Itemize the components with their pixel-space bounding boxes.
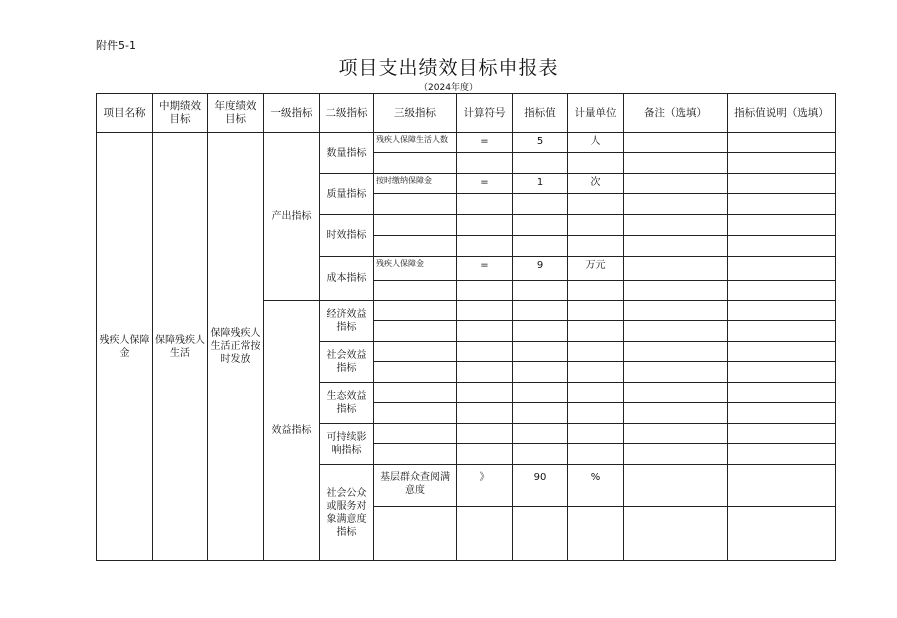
empty-cell — [513, 341, 568, 361]
empty-cell — [568, 383, 624, 403]
empty-cell — [568, 341, 624, 361]
header-level3: 三级指标 — [374, 94, 457, 133]
empty-cell — [374, 424, 457, 444]
quality-symbol-cell: = — [457, 174, 513, 194]
empty-cell — [728, 424, 836, 444]
empty-cell — [513, 153, 568, 174]
satisfaction-unit-cell: % — [568, 465, 624, 506]
level1-benefit-cell: 效益指标 — [264, 300, 320, 560]
header-annual: 年度绩效目标 — [208, 94, 264, 133]
empty-cell — [624, 362, 728, 383]
empty-cell — [624, 424, 728, 444]
header-desc: 指标值说明（选填） — [728, 94, 836, 133]
empty-cell — [513, 444, 568, 465]
empty-cell — [568, 194, 624, 215]
quantity-unit-cell: 人 — [568, 133, 624, 153]
empty-cell — [457, 444, 513, 465]
satisfaction-symbol-cell: 》 — [457, 465, 513, 506]
empty-cell — [624, 215, 728, 235]
empty-cell — [513, 506, 568, 560]
empty-cell — [457, 235, 513, 256]
empty-cell — [568, 300, 624, 320]
empty-cell — [568, 362, 624, 383]
header-symbol: 计算符号 — [457, 94, 513, 133]
empty-cell — [457, 194, 513, 215]
empty-cell — [728, 341, 836, 361]
header-project-name: 项目名称 — [97, 94, 153, 133]
empty-cell — [374, 280, 457, 300]
empty-cell — [624, 444, 728, 465]
level2-sustainable-cell: 可持续影响指标 — [320, 424, 374, 465]
header-remark: 备注（选填） — [624, 94, 728, 133]
empty-cell — [728, 280, 836, 300]
empty-cell — [728, 194, 836, 215]
empty-cell — [513, 194, 568, 215]
empty-cell — [457, 383, 513, 403]
cost-indicator-cell: 残疾人保障金 — [374, 256, 457, 280]
empty-cell — [624, 280, 728, 300]
empty-cell — [457, 280, 513, 300]
empty-cell — [374, 403, 457, 424]
empty-cell — [728, 383, 836, 403]
level2-satisfaction-cell: 社会公众或服务对象满意度指标 — [320, 465, 374, 561]
level2-timeliness-cell: 时效指标 — [320, 215, 374, 256]
empty-cell — [374, 341, 457, 361]
empty-cell — [374, 362, 457, 383]
empty-cell — [457, 424, 513, 444]
empty-cell — [457, 153, 513, 174]
level2-economic-cell: 经济效益指标 — [320, 300, 374, 341]
empty-cell — [374, 383, 457, 403]
empty-cell — [513, 362, 568, 383]
empty-cell — [457, 403, 513, 424]
empty-cell — [457, 506, 513, 560]
empty-cell — [374, 153, 457, 174]
satisfaction-indicator-cell: 基层群众查阅满意度 — [374, 465, 457, 506]
empty-cell — [457, 320, 513, 341]
quality-value-cell: 1 — [513, 174, 568, 194]
table-row — [97, 133, 836, 153]
empty-cell — [568, 424, 624, 444]
empty-cell — [624, 194, 728, 215]
annual-goal-cell: 保障残疾人生活正常按时发放 — [208, 133, 264, 561]
empty-cell — [568, 403, 624, 424]
empty-cell — [568, 235, 624, 256]
header-row — [97, 94, 836, 133]
level2-quantity-cell: 数量指标 — [320, 133, 374, 174]
empty-cell — [513, 424, 568, 444]
satisfaction-value-cell: 90 — [513, 465, 568, 506]
empty-cell — [728, 153, 836, 174]
empty-cell — [728, 444, 836, 465]
header-mid-term: 中期绩效目标 — [153, 94, 208, 133]
cost-symbol-cell: = — [457, 256, 513, 280]
empty-cell — [728, 256, 836, 280]
empty-cell — [728, 133, 836, 153]
header-level1: 一级指标 — [264, 94, 320, 133]
empty-cell — [513, 215, 568, 235]
attachment-label: 附件5-1 — [96, 39, 136, 52]
quantity-symbol-cell: = — [457, 133, 513, 153]
empty-cell — [513, 383, 568, 403]
level2-cost-cell: 成本指标 — [320, 256, 374, 300]
empty-cell — [728, 465, 836, 506]
header-level2: 二级指标 — [320, 94, 374, 133]
empty-cell — [624, 133, 728, 153]
empty-cell — [728, 235, 836, 256]
empty-cell — [624, 153, 728, 174]
quantity-indicator-cell: 残疾人保障生活人数 — [374, 133, 457, 153]
year-label: （2024年度） — [419, 83, 478, 93]
empty-cell — [457, 341, 513, 361]
empty-cell — [374, 320, 457, 341]
empty-cell — [624, 256, 728, 280]
cost-unit-cell: 万元 — [568, 256, 624, 280]
empty-cell — [374, 300, 457, 320]
empty-cell — [374, 444, 457, 465]
empty-cell — [624, 300, 728, 320]
empty-cell — [568, 320, 624, 341]
quality-unit-cell: 次 — [568, 174, 624, 194]
empty-cell — [624, 341, 728, 361]
level2-social-cell: 社会效益指标 — [320, 341, 374, 382]
empty-cell — [457, 215, 513, 235]
level2-ecological-cell: 生态效益指标 — [320, 383, 374, 424]
empty-cell — [624, 506, 728, 560]
empty-cell — [513, 320, 568, 341]
performance-target-table — [96, 93, 836, 561]
empty-cell — [728, 174, 836, 194]
level1-output-cell: 产出指标 — [264, 133, 320, 301]
empty-cell — [513, 235, 568, 256]
project-name-cell: 残疾人保障金 — [97, 133, 153, 561]
quality-indicator-cell: 按时缴纳保障金 — [374, 174, 457, 194]
empty-cell — [513, 280, 568, 300]
empty-cell — [568, 280, 624, 300]
empty-cell — [728, 362, 836, 383]
empty-cell — [728, 506, 836, 560]
empty-cell — [624, 403, 728, 424]
empty-cell — [374, 215, 457, 235]
level2-quality-cell: 质量指标 — [320, 174, 374, 215]
empty-cell — [568, 215, 624, 235]
header-value: 指标值 — [513, 94, 568, 133]
empty-cell — [728, 215, 836, 235]
empty-cell — [513, 403, 568, 424]
empty-cell — [374, 506, 457, 560]
mid-term-goal-cell: 保障残疾人生活 — [153, 133, 208, 561]
quantity-value-cell: 5 — [513, 133, 568, 153]
empty-cell — [568, 506, 624, 560]
empty-cell — [568, 153, 624, 174]
empty-cell — [568, 444, 624, 465]
header-unit: 计量单位 — [568, 94, 624, 133]
empty-cell — [728, 403, 836, 424]
empty-cell — [457, 362, 513, 383]
empty-cell — [374, 194, 457, 215]
empty-cell — [624, 235, 728, 256]
cost-value-cell: 9 — [513, 256, 568, 280]
empty-cell — [624, 465, 728, 506]
empty-cell — [624, 174, 728, 194]
empty-cell — [624, 383, 728, 403]
empty-cell — [513, 300, 568, 320]
empty-cell — [624, 320, 728, 341]
empty-cell — [728, 320, 836, 341]
empty-cell — [374, 235, 457, 256]
empty-cell — [728, 300, 836, 320]
empty-cell — [457, 300, 513, 320]
form-title: 项目支出绩效目标申报表 — [338, 57, 559, 79]
